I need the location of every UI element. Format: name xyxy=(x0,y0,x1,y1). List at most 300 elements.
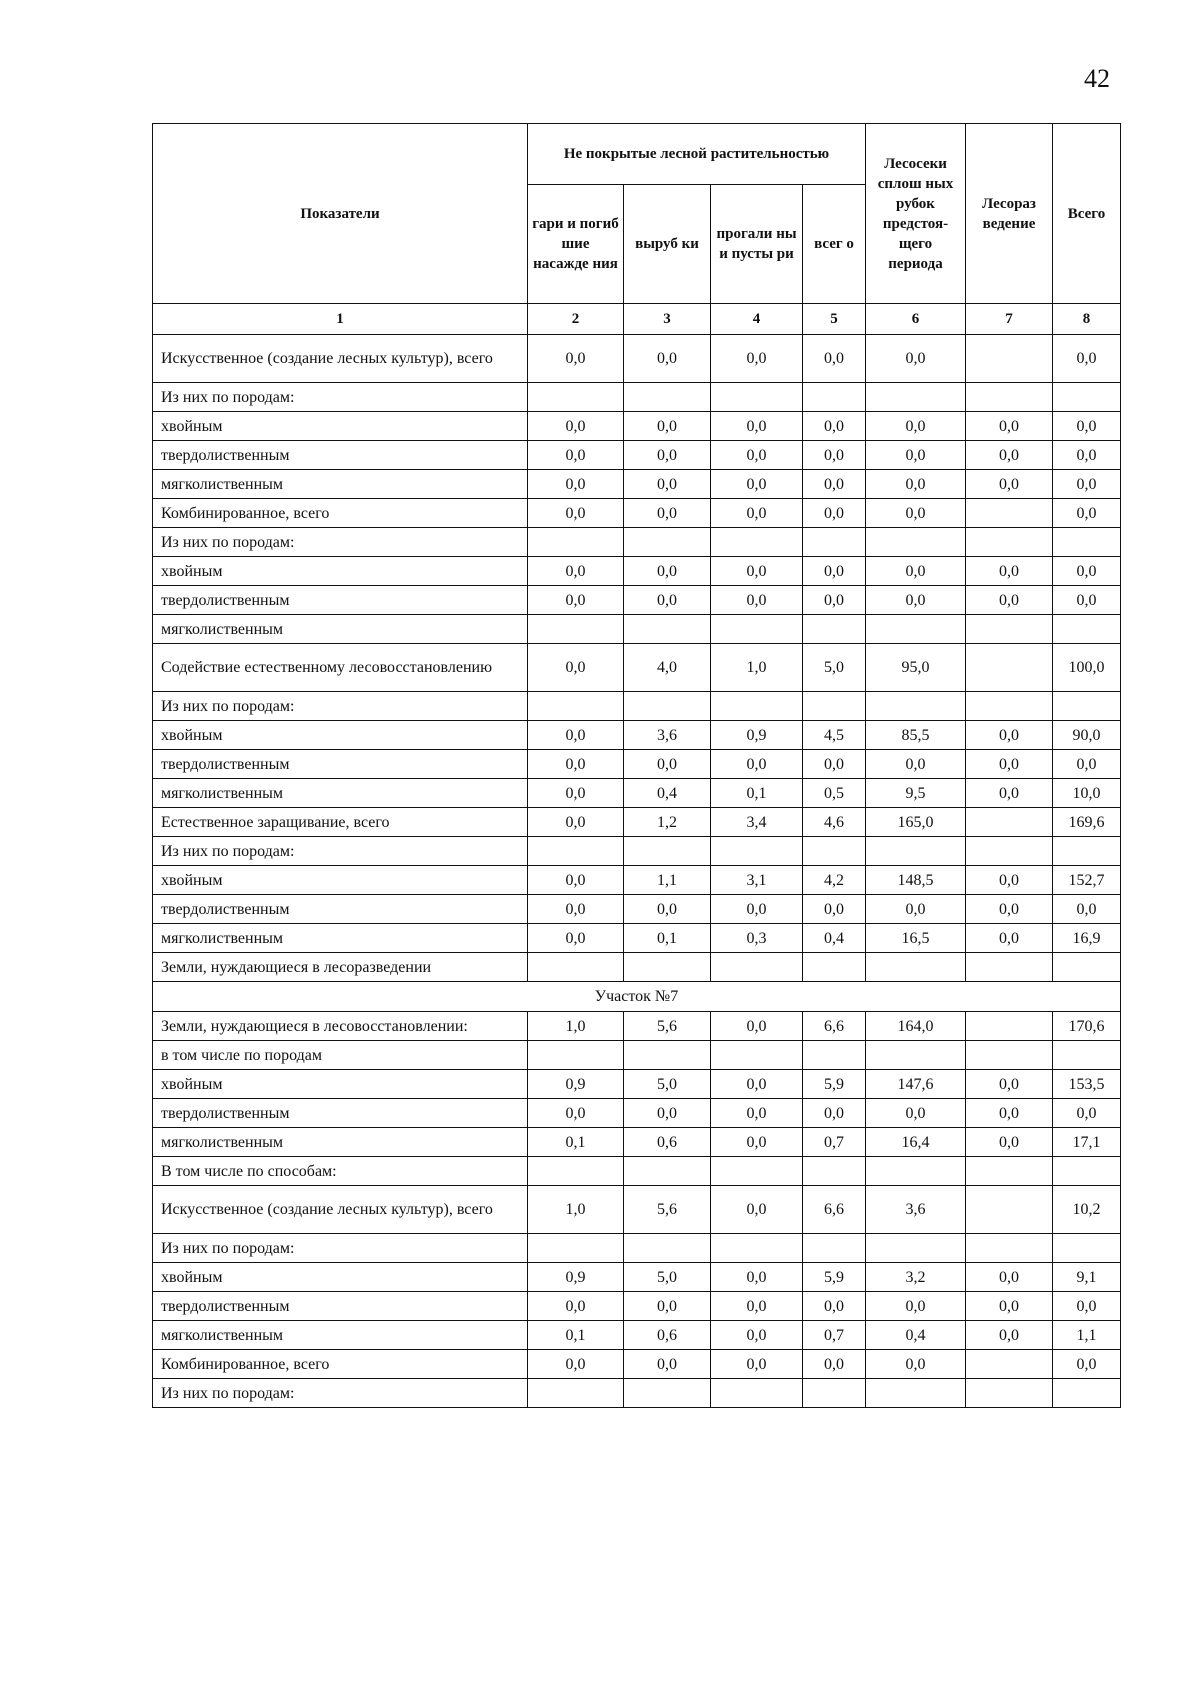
cell-value: 16,9 xyxy=(1053,924,1121,953)
column-number: 4 xyxy=(711,304,803,335)
cell-value xyxy=(966,808,1053,837)
cell-value: 0,0 xyxy=(1053,412,1121,441)
cell-value xyxy=(1053,1041,1121,1070)
cell-value: 0,9 xyxy=(528,1070,624,1099)
cell-value xyxy=(624,383,711,412)
cell-value: 3,1 xyxy=(711,866,803,895)
cell-value: 0,0 xyxy=(528,1292,624,1321)
cell-value: 0,0 xyxy=(711,1128,803,1157)
cell-value xyxy=(803,1041,866,1070)
cell-value: 0,0 xyxy=(528,499,624,528)
header-glades: прогали ны и пусты ри xyxy=(711,185,803,304)
cell-value xyxy=(624,953,711,982)
cell-value xyxy=(528,615,624,644)
cell-value xyxy=(966,528,1053,557)
cell-value: 0,0 xyxy=(624,750,711,779)
cell-value: 1,0 xyxy=(711,644,803,692)
table-row xyxy=(153,808,1121,837)
cell-value: 0,0 xyxy=(1053,895,1121,924)
row-label: Земли, нуждающиеся в лесовосстановлении: xyxy=(153,1012,528,1041)
cell-value: 4,5 xyxy=(803,721,866,750)
cell-value xyxy=(528,1379,624,1408)
cell-value xyxy=(966,837,1053,866)
cell-value: 0,0 xyxy=(711,1186,803,1234)
cell-value: 4,6 xyxy=(803,808,866,837)
cell-value: 5,0 xyxy=(803,644,866,692)
cell-value xyxy=(528,528,624,557)
cell-value: 0,0 xyxy=(711,586,803,615)
row-label: твердолиственным xyxy=(153,1292,528,1321)
cell-value: 0,0 xyxy=(711,1012,803,1041)
cell-value: 0,0 xyxy=(711,412,803,441)
row-label: Из них по породам: xyxy=(153,837,528,866)
cell-value: 0,0 xyxy=(1053,335,1121,383)
cell-value: 0,0 xyxy=(624,586,711,615)
table-row xyxy=(153,1379,1121,1408)
cell-value xyxy=(711,1157,803,1186)
row-label: Содействие естественному лесовосстановлению xyxy=(153,644,528,692)
cell-value xyxy=(528,692,624,721)
cell-value: 0,0 xyxy=(966,1070,1053,1099)
cell-value xyxy=(866,528,966,557)
cell-value: 0,0 xyxy=(711,335,803,383)
header-logging-areas: Лесосеки сплош ных рубок предстоя- щего периода xyxy=(866,124,966,304)
row-label: Комбинированное, всего xyxy=(153,1350,528,1379)
table-row xyxy=(153,779,1121,808)
cell-value: 0,0 xyxy=(711,1350,803,1379)
row-label: мягколиственным xyxy=(153,1321,528,1350)
cell-value xyxy=(711,615,803,644)
cell-value: 16,4 xyxy=(866,1128,966,1157)
cell-value xyxy=(866,1157,966,1186)
cell-value: 0,0 xyxy=(624,1292,711,1321)
table-row xyxy=(153,895,1121,924)
cell-value xyxy=(966,1041,1053,1070)
cell-value: 0,0 xyxy=(711,1099,803,1128)
cell-value: 0,0 xyxy=(966,1292,1053,1321)
row-label: Земли, нуждающиеся в лесоразведении xyxy=(153,953,528,982)
cell-value: 0,0 xyxy=(624,557,711,586)
row-label: Из них по породам: xyxy=(153,1379,528,1408)
cell-value: 85,5 xyxy=(866,721,966,750)
column-number: 1 xyxy=(153,304,528,335)
cell-value xyxy=(711,837,803,866)
cell-value: 0,0 xyxy=(966,412,1053,441)
row-label: Из них по породам: xyxy=(153,692,528,721)
cell-value xyxy=(966,692,1053,721)
cell-value: 5,0 xyxy=(624,1263,711,1292)
cell-value: 0,0 xyxy=(803,557,866,586)
cell-value: 0,0 xyxy=(803,895,866,924)
cell-value: 169,6 xyxy=(1053,808,1121,837)
row-label: твердолиственным xyxy=(153,586,528,615)
cell-value: 0,0 xyxy=(966,1099,1053,1128)
cell-value: 0,0 xyxy=(528,750,624,779)
cell-value: 0,0 xyxy=(966,1263,1053,1292)
cell-value: 3,6 xyxy=(624,721,711,750)
cell-value: 0,0 xyxy=(966,557,1053,586)
cell-value: 0,0 xyxy=(966,895,1053,924)
cell-value xyxy=(866,837,966,866)
cell-value xyxy=(803,528,866,557)
cell-value: 0,0 xyxy=(866,412,966,441)
table-row xyxy=(153,383,1121,412)
cell-value: 0,4 xyxy=(624,779,711,808)
table-row xyxy=(153,644,1121,692)
section-title: Участок №7 xyxy=(153,982,1121,1012)
cell-value: 0,0 xyxy=(528,924,624,953)
row-label: мягколиственным xyxy=(153,924,528,953)
cell-value: 165,0 xyxy=(866,808,966,837)
column-number-row xyxy=(153,304,1121,335)
row-label: твердолиственным xyxy=(153,895,528,924)
cell-value: 5,9 xyxy=(803,1070,866,1099)
cell-value: 3,4 xyxy=(711,808,803,837)
row-label: твердолиственным xyxy=(153,1099,528,1128)
cell-value: 1,1 xyxy=(1053,1321,1121,1350)
table-row xyxy=(153,615,1121,644)
cell-value: 0,0 xyxy=(1053,1350,1121,1379)
cell-value xyxy=(528,1234,624,1263)
cell-value xyxy=(966,644,1053,692)
cell-value: 0,0 xyxy=(711,1070,803,1099)
row-label: хвойным xyxy=(153,721,528,750)
cell-value: 0,0 xyxy=(528,644,624,692)
header-clearings: выруб ки xyxy=(624,185,711,304)
cell-value xyxy=(803,953,866,982)
cell-value: 17,1 xyxy=(1053,1128,1121,1157)
cell-value xyxy=(711,1041,803,1070)
cell-value xyxy=(528,383,624,412)
cell-value: 0,6 xyxy=(624,1128,711,1157)
cell-value: 5,6 xyxy=(624,1186,711,1234)
cell-value xyxy=(803,1234,866,1263)
cell-value xyxy=(966,1234,1053,1263)
cell-value: 0,0 xyxy=(528,866,624,895)
cell-value: 0,0 xyxy=(528,779,624,808)
table-row xyxy=(153,953,1121,982)
table-row xyxy=(153,1041,1121,1070)
cell-value xyxy=(624,1157,711,1186)
cell-value: 6,6 xyxy=(803,1186,866,1234)
row-label: Естественное заращивание, всего xyxy=(153,808,528,837)
cell-value: 0,7 xyxy=(803,1128,866,1157)
cell-value: 0,0 xyxy=(1053,557,1121,586)
cell-value: 1,0 xyxy=(528,1186,624,1234)
cell-value: 0,0 xyxy=(711,470,803,499)
cell-value: 0,4 xyxy=(866,1321,966,1350)
table-row xyxy=(153,1070,1121,1099)
cell-value xyxy=(866,1234,966,1263)
cell-value: 0,9 xyxy=(528,1263,624,1292)
cell-value: 4,0 xyxy=(624,644,711,692)
cell-value xyxy=(803,1379,866,1408)
cell-value: 10,2 xyxy=(1053,1186,1121,1234)
table-row xyxy=(153,470,1121,499)
cell-value: 0,0 xyxy=(624,895,711,924)
cell-value: 0,0 xyxy=(1053,586,1121,615)
table-row xyxy=(153,1157,1121,1186)
table-row xyxy=(153,412,1121,441)
cell-value xyxy=(1053,953,1121,982)
cell-value: 1,0 xyxy=(528,1012,624,1041)
cell-value: 0,0 xyxy=(711,1263,803,1292)
cell-value: 16,5 xyxy=(866,924,966,953)
cell-value: 0,0 xyxy=(711,1292,803,1321)
cell-value: 0,0 xyxy=(966,779,1053,808)
table-row xyxy=(153,586,1121,615)
cell-value xyxy=(624,1379,711,1408)
cell-value: 0,0 xyxy=(624,1099,711,1128)
cell-value: 0,0 xyxy=(803,1099,866,1128)
cell-value: 0,0 xyxy=(1053,750,1121,779)
cell-value: 4,2 xyxy=(803,866,866,895)
cell-value: 0,0 xyxy=(1053,441,1121,470)
cell-value: 148,5 xyxy=(866,866,966,895)
cell-value: 5,6 xyxy=(624,1012,711,1041)
table-row xyxy=(153,557,1121,586)
row-label: мягколиственным xyxy=(153,615,528,644)
table-row xyxy=(153,1263,1121,1292)
table-row xyxy=(153,528,1121,557)
cell-value xyxy=(1053,615,1121,644)
cell-value: 0,4 xyxy=(803,924,866,953)
cell-value: 100,0 xyxy=(1053,644,1121,692)
cell-value: 0,0 xyxy=(624,1350,711,1379)
row-label: мягколиственным xyxy=(153,1128,528,1157)
row-label: твердолиственным xyxy=(153,441,528,470)
cell-value: 0,0 xyxy=(966,1321,1053,1350)
cell-value: 3,2 xyxy=(866,1263,966,1292)
cell-value: 0,0 xyxy=(866,470,966,499)
cell-value: 153,5 xyxy=(1053,1070,1121,1099)
cell-value: 0,0 xyxy=(866,1292,966,1321)
cell-value: 0,0 xyxy=(866,335,966,383)
row-label: хвойным xyxy=(153,412,528,441)
cell-value: 0,0 xyxy=(1053,1292,1121,1321)
table-row xyxy=(153,1186,1121,1234)
cell-value xyxy=(966,335,1053,383)
cell-value: 10,0 xyxy=(1053,779,1121,808)
cell-value: 0,0 xyxy=(711,1321,803,1350)
cell-value: 95,0 xyxy=(866,644,966,692)
cell-value xyxy=(866,615,966,644)
cell-value: 0,1 xyxy=(711,779,803,808)
cell-value xyxy=(711,953,803,982)
cell-value xyxy=(1053,1379,1121,1408)
cell-value: 0,0 xyxy=(624,441,711,470)
cell-value xyxy=(966,383,1053,412)
cell-value: 0,0 xyxy=(528,557,624,586)
cell-value: 0,0 xyxy=(866,499,966,528)
table-row xyxy=(153,1321,1121,1350)
cell-value xyxy=(966,1379,1053,1408)
row-label: Искусственное (создание лесных культур), всего xyxy=(153,1186,528,1234)
cell-value: 0,0 xyxy=(1053,499,1121,528)
cell-value xyxy=(966,1186,1053,1234)
cell-value: 0,0 xyxy=(866,895,966,924)
cell-value: 0,1 xyxy=(528,1128,624,1157)
cell-value xyxy=(966,1012,1053,1041)
cell-value: 0,0 xyxy=(528,1099,624,1128)
cell-value xyxy=(866,692,966,721)
cell-value: 0,0 xyxy=(966,1128,1053,1157)
row-label: хвойным xyxy=(153,1070,528,1099)
cell-value: 0,0 xyxy=(528,1350,624,1379)
cell-value: 3,6 xyxy=(866,1186,966,1234)
cell-value: 0,0 xyxy=(528,808,624,837)
cell-value: 90,0 xyxy=(1053,721,1121,750)
cell-value: 0,0 xyxy=(528,470,624,499)
cell-value: 0,0 xyxy=(711,750,803,779)
section-row xyxy=(153,982,1121,1012)
cell-value: 0,0 xyxy=(866,441,966,470)
cell-value xyxy=(711,383,803,412)
row-label: твердолиственным xyxy=(153,750,528,779)
cell-value: 0,0 xyxy=(803,412,866,441)
row-label: Из них по породам: xyxy=(153,383,528,412)
cell-value xyxy=(966,953,1053,982)
cell-value xyxy=(1053,528,1121,557)
cell-value xyxy=(624,615,711,644)
cell-value: 170,6 xyxy=(1053,1012,1121,1041)
cell-value: 0,0 xyxy=(528,895,624,924)
cell-value xyxy=(866,1379,966,1408)
cell-value: 0,1 xyxy=(624,924,711,953)
table-row xyxy=(153,1234,1121,1263)
cell-value xyxy=(966,1157,1053,1186)
cell-value: 1,2 xyxy=(624,808,711,837)
cell-value xyxy=(866,383,966,412)
cell-value xyxy=(528,837,624,866)
column-number: 8 xyxy=(1053,304,1121,335)
cell-value xyxy=(866,953,966,982)
cell-value: 0,0 xyxy=(966,866,1053,895)
cell-value: 152,7 xyxy=(1053,866,1121,895)
column-number: 3 xyxy=(624,304,711,335)
cell-value xyxy=(966,1350,1053,1379)
table-row xyxy=(153,837,1121,866)
row-label: Из них по породам: xyxy=(153,1234,528,1263)
cell-value: 5,0 xyxy=(624,1070,711,1099)
column-number: 6 xyxy=(866,304,966,335)
cell-value: 0,0 xyxy=(1053,470,1121,499)
cell-value: 0,0 xyxy=(803,499,866,528)
header-subtotal: всег о xyxy=(803,185,866,304)
row-label: мягколиственным xyxy=(153,470,528,499)
cell-value xyxy=(528,1157,624,1186)
cell-value xyxy=(711,528,803,557)
column-number: 7 xyxy=(966,304,1053,335)
cell-value xyxy=(1053,1157,1121,1186)
cell-value xyxy=(624,528,711,557)
row-label: Искусственное (создание лесных культур), всего xyxy=(153,335,528,383)
cell-value: 0,9 xyxy=(711,721,803,750)
row-label: хвойным xyxy=(153,866,528,895)
cell-value xyxy=(1053,1234,1121,1263)
cell-value: 0,0 xyxy=(528,335,624,383)
cell-value xyxy=(624,837,711,866)
cell-value xyxy=(528,953,624,982)
row-label: В том числе по способам: xyxy=(153,1157,528,1186)
cell-value: 6,6 xyxy=(803,1012,866,1041)
row-label: хвойным xyxy=(153,1263,528,1292)
cell-value: 0,0 xyxy=(966,721,1053,750)
cell-value: 0,0 xyxy=(528,441,624,470)
cell-value xyxy=(624,1234,711,1263)
cell-value: 0,0 xyxy=(803,335,866,383)
cell-value: 0,0 xyxy=(803,586,866,615)
cell-value: 164,0 xyxy=(866,1012,966,1041)
table-body xyxy=(153,335,1121,1408)
table-row xyxy=(153,866,1121,895)
cell-value xyxy=(624,692,711,721)
cell-value xyxy=(866,1041,966,1070)
cell-value: 0,0 xyxy=(866,1350,966,1379)
cell-value: 0,0 xyxy=(528,412,624,441)
table-row xyxy=(153,335,1121,383)
row-label: Из них по породам: xyxy=(153,528,528,557)
cell-value: 0,0 xyxy=(803,441,866,470)
row-label: в том числе по породам xyxy=(153,1041,528,1070)
table-row xyxy=(153,441,1121,470)
cell-value: 0,0 xyxy=(803,1350,866,1379)
reforestation-table xyxy=(152,123,1121,1408)
column-number: 5 xyxy=(803,304,866,335)
cell-value: 0,0 xyxy=(528,721,624,750)
cell-value xyxy=(803,615,866,644)
header-fires: гари и погиб шие насажде ния xyxy=(528,185,624,304)
cell-value: 0,0 xyxy=(624,412,711,441)
cell-value: 0,3 xyxy=(711,924,803,953)
cell-value: 0,0 xyxy=(624,470,711,499)
cell-value: 5,9 xyxy=(803,1263,866,1292)
cell-value: 0,6 xyxy=(624,1321,711,1350)
cell-value xyxy=(711,692,803,721)
cell-value xyxy=(711,1234,803,1263)
cell-value: 0,0 xyxy=(803,1292,866,1321)
row-label: Комбинированное, всего xyxy=(153,499,528,528)
row-label: хвойным xyxy=(153,557,528,586)
cell-value: 0,0 xyxy=(966,586,1053,615)
cell-value: 0,0 xyxy=(711,499,803,528)
cell-value: 0,0 xyxy=(866,586,966,615)
cell-value: 0,0 xyxy=(803,470,866,499)
cell-value: 0,0 xyxy=(528,586,624,615)
header-total: Всего xyxy=(1053,124,1121,304)
cell-value xyxy=(1053,692,1121,721)
page-number: 42 xyxy=(1084,64,1110,93)
cell-value xyxy=(966,615,1053,644)
cell-value xyxy=(1053,383,1121,412)
table-row xyxy=(153,750,1121,779)
table-row xyxy=(153,1350,1121,1379)
table-row xyxy=(153,1012,1121,1041)
cell-value: 0,0 xyxy=(1053,1099,1121,1128)
cell-value: 9,1 xyxy=(1053,1263,1121,1292)
cell-value: 0,0 xyxy=(803,750,866,779)
cell-value xyxy=(966,499,1053,528)
table-row xyxy=(153,924,1121,953)
cell-value: 0,7 xyxy=(803,1321,866,1350)
table-row xyxy=(153,692,1121,721)
header-afforestation: Лесораз ведение xyxy=(966,124,1053,304)
cell-value xyxy=(624,1041,711,1070)
cell-value: 0,0 xyxy=(711,895,803,924)
row-label: мягколиственным xyxy=(153,779,528,808)
cell-value: 1,1 xyxy=(624,866,711,895)
table-row xyxy=(153,1099,1121,1128)
